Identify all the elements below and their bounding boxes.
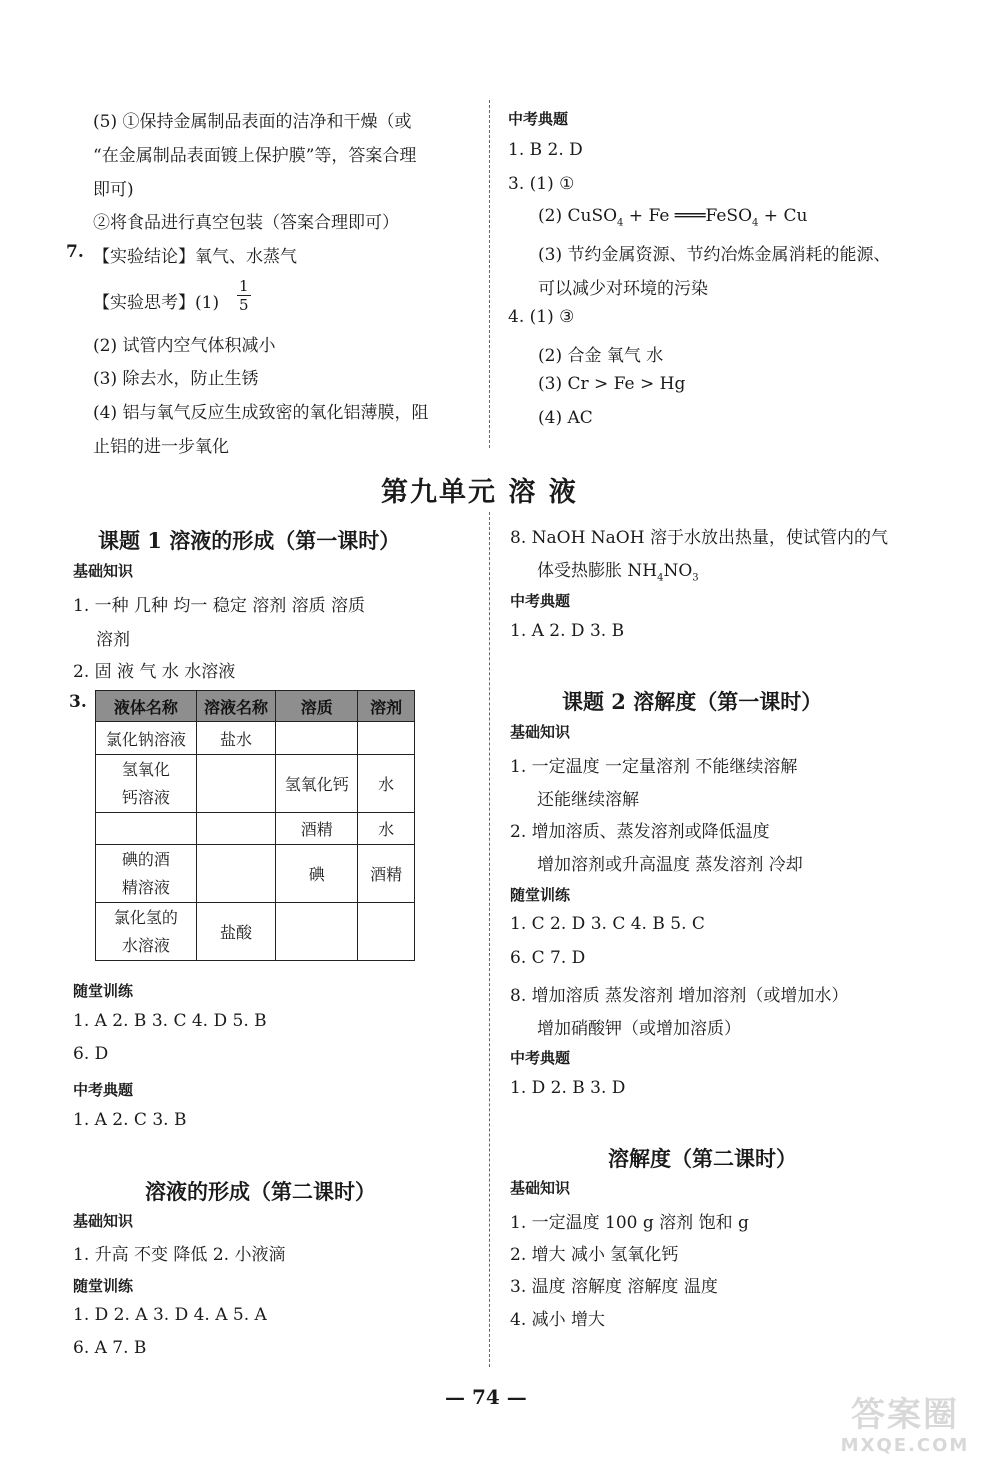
table-header-cell: 溶质 <box>276 691 358 722</box>
right-q8b <box>537 556 699 583</box>
right-top-r4-4: (4) AC <box>538 408 593 428</box>
right-top-r4: 4. (1) ③ <box>508 307 575 327</box>
equation-part-1: (2) CuSO <box>538 206 618 226</box>
lesson1-title: 课题 1 溶液的形成（第一课时） <box>98 528 401 553</box>
right-k1a: 1. 一定温度 一定量溶剂 不能继续溶解 <box>510 757 798 777</box>
q7-s3: (3) 除去水，防止生锈 <box>93 369 259 389</box>
right-basic-knowledge-2: 基础知识 <box>510 1179 571 1197</box>
right-top-r3: 3. (1) ① <box>508 174 575 194</box>
right-top-r4-3: (3) Cr > Fe > Hg <box>538 374 686 394</box>
left-p2-1: 1. D 2. A 3. D 4. A 5. A <box>73 1305 267 1325</box>
left-p2-2: 6. A 7. B <box>73 1338 147 1358</box>
table-cell: 酒精 <box>276 813 358 845</box>
q7-s4b: 止铝的进一步氧化 <box>93 437 229 457</box>
right-practice: 随堂训练 <box>510 886 571 904</box>
q7-s4a: (4) 铝与氧气反应生成致密的氧化铝薄膜，阻 <box>93 403 429 423</box>
column-divider-main <box>489 512 490 1367</box>
table-cell <box>358 903 415 961</box>
solution-table <box>95 690 415 961</box>
lesson2-part2-title: 溶解度（第二课时） <box>608 1146 797 1171</box>
table-header-cell: 液体名称 <box>96 691 197 722</box>
fraction-numerator: 1 <box>239 277 249 295</box>
right-exam: 中考典题 <box>510 592 571 610</box>
left-line-1: (5) ①保持金属制品表面的洁净和干燥（或 <box>93 112 412 132</box>
right-k2b: 增加溶剂或升高温度 蒸发溶剂 冷却 <box>537 855 803 875</box>
q8b-text: 体受热膨胀 NH <box>537 561 658 581</box>
left-e1: 1. A 2. C 3. B <box>73 1110 187 1130</box>
table-cell: 碘的酒 精溶液 <box>96 845 197 903</box>
equation-line <box>538 206 807 228</box>
table-cell: 盐酸 <box>196 903 276 961</box>
unit-title: 第九单元 溶 液 <box>381 477 578 508</box>
table-cell: 氯化氢的 水溶液 <box>96 903 197 961</box>
equation-sub-1: 4 <box>617 217 624 229</box>
right-pr1: 1. C 2. D 3. C 4. B 5. C <box>510 914 705 934</box>
right-top-section-exam: 中考典题 <box>508 110 569 128</box>
table-cell: 氢氧化 钙溶液 <box>96 755 197 813</box>
column-divider-top <box>489 100 490 448</box>
q7-number: 7. <box>66 242 84 262</box>
q8b-sub-1: 4 <box>657 572 664 584</box>
table-row <box>96 722 415 755</box>
left-p1: 1. A 2. B 3. C 4. D 5. B <box>73 1011 267 1031</box>
right-q8a: 8. NaOH NaOH 溶于水放出热量，使试管内的气 <box>510 528 888 548</box>
q7-s2: (2) 试管内空气体积减小 <box>93 336 276 356</box>
table-cell <box>358 722 415 755</box>
table-row <box>96 813 415 845</box>
table-header-row <box>96 691 415 722</box>
q8b-sub-2: 3 <box>692 572 699 584</box>
table-row <box>96 755 415 813</box>
lesson1-part2-title: 溶液的形成（第二课时） <box>145 1179 376 1204</box>
right-top-r3-3b: 可以减少对环境的污染 <box>538 279 708 299</box>
q8b-no: NO <box>663 561 693 581</box>
table-cell <box>276 903 358 961</box>
left-b1b: 溶剂 <box>96 630 130 650</box>
right-c2: 2. 增大 减小 氢氧化钙 <box>510 1245 679 1265</box>
table-cell: 盐水 <box>196 722 276 755</box>
table-header-cell: 溶液名称 <box>196 691 276 722</box>
left-b2: 2. 固 液 气 水 水溶液 <box>73 662 236 682</box>
table-cell: 水 <box>358 813 415 845</box>
left-line-4: ②将食品进行真空包装（答案合理即可） <box>93 213 399 233</box>
q7-think: 【实验思考】(1) <box>93 293 220 313</box>
table-cell: 碘 <box>276 845 358 903</box>
table-row <box>96 845 415 903</box>
table-cell: 水 <box>358 755 415 813</box>
left-p2: 6. D <box>73 1044 109 1064</box>
table-cell <box>196 755 276 813</box>
watermark-logo <box>820 1395 990 1456</box>
table-cell <box>96 813 197 845</box>
left-b1a: 1. 一种 几种 均一 稳定 溶剂 溶质 溶质 <box>73 596 366 616</box>
watermark-bottom: MXQE.COM <box>840 1435 970 1456</box>
equation-sub-2: 4 <box>752 217 759 229</box>
right-k2a: 2. 增加溶质、蒸发溶剂或降低温度 <box>510 822 770 842</box>
table-row <box>96 903 415 961</box>
table-cell: 酒精 <box>358 845 415 903</box>
table-cell <box>276 722 358 755</box>
table-header-cell: 溶剂 <box>358 691 415 722</box>
left-basic-knowledge: 基础知识 <box>73 562 134 580</box>
table-cell <box>196 845 276 903</box>
lesson2-title: 课题 2 溶解度（第一课时） <box>562 689 823 714</box>
left-line-2: “在金属制品表面镀上保护膜”等，答案合理 <box>93 146 417 166</box>
left-basic-knowledge-2: 基础知识 <box>73 1212 134 1230</box>
right-top-r3-3a: (3) 节约金属资源、节约冶炼金属消耗的能源、 <box>538 245 891 265</box>
right-c1: 1. 一定温度 100 g 溶剂 饱和 g <box>510 1213 749 1233</box>
right-pr8a: 8. 增加溶质 蒸发溶剂 增加溶剂（或增加水） <box>510 986 849 1006</box>
left-b3: 3. <box>69 692 87 712</box>
right-exam-2: 中考典题 <box>510 1049 571 1067</box>
left-exam: 中考典题 <box>73 1081 134 1099</box>
left-practice: 随堂训练 <box>73 982 134 1000</box>
right-pr8b: 增加硝酸钾（或增加溶质） <box>537 1019 741 1039</box>
table-cell: 氯化钠溶液 <box>96 722 197 755</box>
left-practice-2: 随堂训练 <box>73 1277 134 1295</box>
right-top-r1: 1. B 2. D <box>508 140 583 160</box>
q7-conclusion: 【实验结论】氧气、水蒸气 <box>93 247 297 267</box>
fraction-denominator: 5 <box>239 296 249 314</box>
right-e1: 1. A 2. D 3. B <box>510 621 625 641</box>
equation-part-3: + Cu <box>758 206 808 226</box>
right-c3: 3. 温度 溶解度 溶解度 温度 <box>510 1277 718 1297</box>
page-number: — 74 — <box>445 1385 527 1409</box>
equation-part-2: + Fe ═══FeSO <box>623 206 753 226</box>
left-b2-1: 1. 升高 不变 降低 2. 小液滴 <box>73 1245 286 1265</box>
fraction-one-fifth <box>237 277 251 314</box>
right-c4: 4. 减小 增大 <box>510 1310 606 1330</box>
right-k1b: 还能继续溶解 <box>537 790 639 810</box>
right-pr2: 6. C 7. D <box>510 948 586 968</box>
left-line-3: 即可) <box>93 180 134 200</box>
table-cell <box>196 813 276 845</box>
watermark-top: 答案圈 <box>851 1395 959 1435</box>
table-cell: 氢氧化钙 <box>276 755 358 813</box>
right-top-r4-2: (2) 合金 氧气 水 <box>538 346 664 366</box>
right-ex1: 1. D 2. B 3. D <box>510 1078 626 1098</box>
right-basic-knowledge: 基础知识 <box>510 723 571 741</box>
